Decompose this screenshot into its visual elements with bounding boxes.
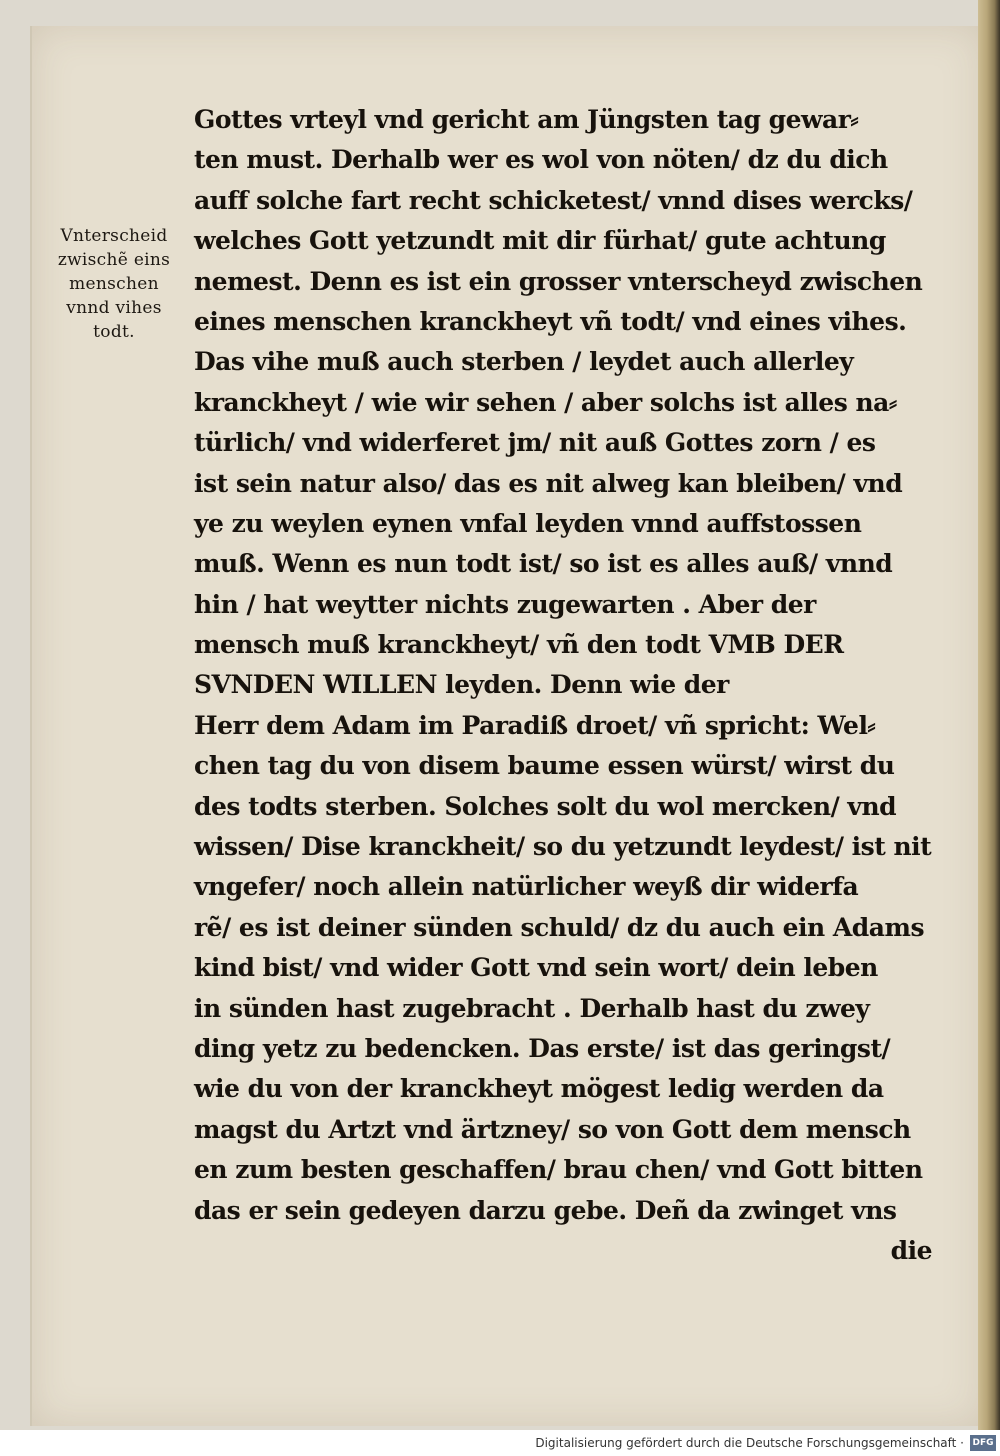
text-line: Das vihe muß auch sterben / leydet auch allerley bbox=[194, 347, 854, 377]
text-line: SVNDEN WILLEN leyden. Denn wie der bbox=[194, 670, 729, 700]
text-line: wissen/ Dise kranckheit/ so du yetzundt leydest/ ist nit bbox=[194, 832, 932, 862]
margin-note-line: menschen bbox=[69, 274, 159, 294]
text-line: nemest. Denn es ist ein grosser vnterscheyd zwischen bbox=[194, 266, 923, 296]
text-line: des todts sterben. Solches solt du wol mercken/ vnd bbox=[194, 791, 897, 821]
text-line: türlich/ vnd widerferet jm/ nit auß Gottes zorn / es bbox=[194, 428, 876, 458]
text-line: kind bist/ vnd wider Gott vnd sein wort/ dein leben bbox=[194, 953, 878, 983]
text-line: eines menschen kranckheyt vñ todt/ vnd eines vihes. bbox=[194, 306, 907, 336]
text-line: Gottes vrteyl vnd gericht am Jüngsten tag gewar⸗ bbox=[194, 105, 859, 134]
text-line: ye zu weylen eynen vnfal leyden vnnd auffstossen bbox=[194, 508, 862, 538]
catchword: die bbox=[890, 1235, 932, 1265]
text-line: magst du Artzt vnd ärtzney/ so von Gott dem mensch bbox=[194, 1114, 911, 1144]
text-line: muß. Wenn es nun todt ist/ so ist es alles auß/ vnnd bbox=[194, 549, 893, 579]
text-line: kranckheyt / wie wir sehen / aber solchs ist alles na⸗ bbox=[194, 387, 897, 417]
margin-note-line: zwischẽ eins bbox=[57, 250, 171, 270]
text-line: ten must. Derhalb wer es wol von nöten/ dz du dich bbox=[194, 145, 888, 175]
funding-footer bbox=[0, 1430, 1000, 1456]
text-line: in sünden hast zugebracht . Derhalb hast du zwey bbox=[194, 993, 870, 1023]
dfg-logo: DFG bbox=[970, 1435, 996, 1451]
margin-note-line: todt. bbox=[93, 322, 135, 342]
text-line: rẽ/ es ist deiner sünden schuld/ dz du auch ein Adams bbox=[194, 912, 925, 942]
text-line: welches Gott yetzundt mit dir fürhat/ gute achtung bbox=[194, 226, 886, 256]
margin-note-line: vnnd vihes bbox=[66, 298, 162, 318]
text-line: en zum besten geschaffen/ brau chen/ vnd Gott bitten bbox=[194, 1155, 923, 1185]
text-line: mensch muß kranckheyt/ vñ den todt VMB DER bbox=[194, 630, 844, 660]
text-line: wie du von der kranckheyt mögest ledig werden da bbox=[194, 1074, 884, 1104]
text-line: auff solche fart recht schicketest/ vnnd dises wercks/ bbox=[194, 185, 913, 215]
body-text bbox=[194, 100, 938, 1271]
footer-text: Digitalisierung gefördert durch die Deutsche Forschungsgemeinschaft · bbox=[535, 1436, 964, 1450]
text-line: ding yetz zu bedencken. Das erste/ ist das geringst/ bbox=[194, 1033, 891, 1063]
text-line: hin / hat weytter nichts zugewarten . Aber der bbox=[194, 589, 816, 619]
text-line: ist sein natur also/ das es nit alweg kan bleiben/ vnd bbox=[194, 468, 903, 498]
text-line: das er sein gedeyen darzu gebe. Deñ da zwinget vns bbox=[194, 1195, 897, 1225]
margin-note-line: Vnterscheid bbox=[60, 226, 168, 246]
text-line: Herr dem Adam im Paradiß droet/ vñ spricht: Wel⸗ bbox=[194, 710, 876, 740]
margin-note bbox=[44, 224, 184, 344]
text-line: chen tag du von disem baume essen würst/ wirst du bbox=[194, 751, 895, 781]
book-page-edge bbox=[978, 0, 1000, 1456]
text-line: vngefer/ noch allein natürlicher weyß dir widerfa bbox=[194, 872, 859, 902]
